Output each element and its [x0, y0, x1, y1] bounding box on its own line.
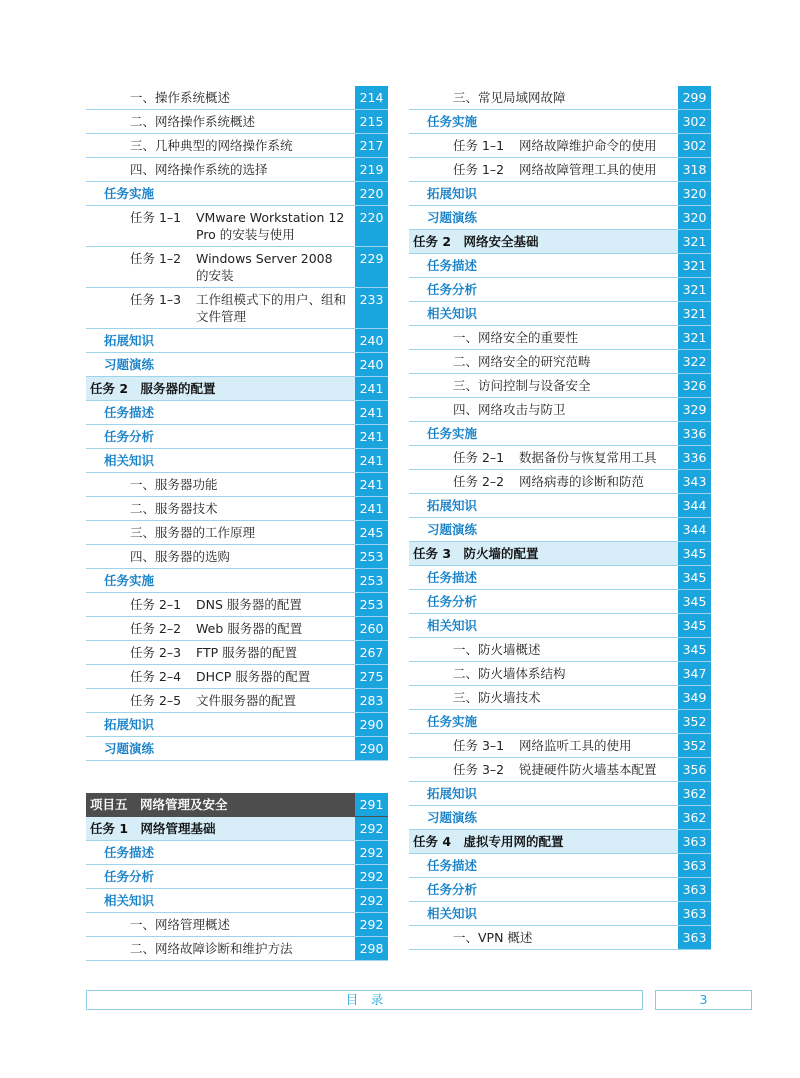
toc-section-entry[interactable]	[409, 566, 711, 590]
subtask-title: 数据备份与恢复常用工具	[519, 450, 657, 465]
page-number: 344	[678, 494, 711, 517]
page-number: 326	[678, 374, 711, 397]
page-number: 352	[678, 710, 711, 733]
toc-subtask-entry[interactable]	[86, 206, 388, 247]
page-number: 321	[678, 302, 711, 325]
page-number: 356	[678, 758, 711, 781]
toc-section-entry[interactable]	[86, 841, 388, 865]
entry-title: 相关知识	[104, 893, 155, 908]
page-number: 302	[678, 134, 711, 157]
subtask-code: 任务 1–1	[453, 138, 505, 153]
page-number: 253	[355, 545, 388, 568]
subtask-code: 任务 2–4	[130, 669, 182, 684]
entry-title: 任务分析	[104, 869, 155, 884]
toc-topic-entry[interactable]	[86, 913, 388, 937]
toc-section-entry[interactable]	[409, 902, 711, 926]
page-number: 362	[678, 806, 711, 829]
entry-text	[86, 665, 355, 688]
page-number: 219	[355, 158, 388, 181]
subtask-code: 任务 2–2	[453, 474, 505, 489]
page-number: 336	[678, 446, 711, 469]
toc-project-heading[interactable]	[86, 793, 388, 817]
toc-section-entry[interactable]	[409, 278, 711, 302]
toc-section-entry[interactable]	[409, 494, 711, 518]
entry-title: 拓展知识	[104, 717, 155, 732]
entry-title: 任务 3 防火墙的配置	[413, 546, 539, 561]
toc-topic-entry[interactable]	[409, 374, 711, 398]
page-number: 275	[355, 665, 388, 688]
entry-title: 一、网络安全的重要性	[453, 330, 579, 345]
entry-title: 任务分析	[427, 282, 478, 297]
toc-section-entry[interactable]	[409, 110, 711, 134]
page-number: 267	[355, 641, 388, 664]
page-number: 321	[678, 326, 711, 349]
toc-topic-entry[interactable]	[86, 110, 388, 134]
subtask-code: 任务 2–1	[453, 450, 505, 465]
toc-section-entry[interactable]	[409, 254, 711, 278]
subtask-title: 网络故障维护命令的使用	[519, 138, 657, 153]
entry-title: 二、防火墙体系结构	[453, 666, 566, 681]
toc-task-heading[interactable]	[409, 230, 711, 254]
entry-title: 相关知识	[427, 906, 478, 921]
entry-text	[409, 446, 678, 469]
entry-title: 任务描述	[104, 845, 155, 860]
toc-section-entry[interactable]	[409, 590, 711, 614]
toc-subtask-entry[interactable]	[409, 134, 711, 158]
entry-title: 二、服务器技术	[130, 501, 218, 516]
toc-section-entry[interactable]	[409, 782, 711, 806]
entry-title: 一、操作系统概述	[130, 90, 231, 105]
toc-subtask-entry[interactable]	[409, 446, 711, 470]
page-number: 241	[355, 473, 388, 496]
toc-topic-entry[interactable]	[409, 686, 711, 710]
subtask-code: 任务 2–5	[130, 693, 182, 708]
entry-title: 二、网络安全的研究范畴	[453, 354, 591, 369]
toc-topic-entry[interactable]	[86, 158, 388, 182]
entry-title: 一、防火墙概述	[453, 642, 541, 657]
entry-text	[86, 288, 355, 328]
page-number: 240	[355, 329, 388, 352]
entry-text	[409, 134, 678, 157]
toc-subtask-entry[interactable]	[86, 641, 388, 665]
toc-right-column	[409, 86, 711, 950]
toc-subtask-entry[interactable]	[86, 288, 388, 329]
entry-text	[86, 206, 355, 246]
page-number: 322	[678, 350, 711, 373]
page-number: 345	[678, 590, 711, 613]
page-number: 363	[678, 902, 711, 925]
page-number: 253	[355, 593, 388, 616]
page-number: 363	[678, 926, 711, 949]
entry-title: 二、网络操作系统概述	[130, 114, 256, 129]
toc-section-entry[interactable]	[86, 713, 388, 737]
toc-section-entry[interactable]	[86, 401, 388, 425]
page-number: 318	[678, 158, 711, 181]
toc-section-entry[interactable]	[86, 329, 388, 353]
page-number: 345	[678, 638, 711, 661]
entry-title: 任务描述	[104, 405, 155, 420]
entry-title: 任务 2 网络安全基础	[413, 234, 539, 249]
subtask-code: 任务 2–1	[130, 597, 182, 612]
toc-topic-entry[interactable]	[86, 473, 388, 497]
entry-title: 习题演练	[427, 810, 478, 825]
page-number: 292	[355, 865, 388, 888]
entry-text	[86, 593, 355, 616]
entry-title: 拓展知识	[427, 786, 478, 801]
page-number: 298	[355, 937, 388, 960]
entry-title: 一、VPN 概述	[453, 930, 533, 945]
page-number: 291	[355, 793, 388, 816]
page-number: 321	[678, 230, 711, 253]
page-number: 241	[355, 377, 388, 400]
toc-subtask-entry[interactable]	[409, 470, 711, 494]
toc-topic-entry[interactable]	[409, 662, 711, 686]
toc-section-entry[interactable]	[86, 737, 388, 761]
entry-title: 任务实施	[104, 186, 155, 201]
page-number: 292	[355, 841, 388, 864]
toc-subtask-entry[interactable]	[86, 665, 388, 689]
toc-topic-entry[interactable]	[409, 926, 711, 950]
page-number: 290	[355, 713, 388, 736]
entry-title: 三、服务器的工作原理	[130, 525, 256, 540]
page-number: 290	[355, 737, 388, 760]
entry-title: 任务实施	[427, 114, 478, 129]
page-number: 229	[355, 247, 388, 287]
entry-title: 任务分析	[427, 594, 478, 609]
entry-text	[86, 247, 355, 287]
entry-title: 一、服务器功能	[130, 477, 218, 492]
toc-section-entry[interactable]	[409, 302, 711, 326]
toc-topic-entry[interactable]	[409, 638, 711, 662]
toc-topic-entry[interactable]	[409, 350, 711, 374]
page-number: 292	[355, 913, 388, 936]
subtask-code: 任务 3–1	[453, 738, 505, 753]
entry-title: 习题演练	[104, 741, 155, 756]
subtask-title: Windows Server 2008 的安装	[196, 251, 333, 283]
entry-title: 任务分析	[427, 882, 478, 897]
subtask-title: 网络病毒的诊断和防范	[519, 474, 645, 489]
entry-text	[86, 641, 355, 664]
toc-section-entry[interactable]	[409, 614, 711, 638]
page-number: 283	[355, 689, 388, 712]
page-number: 299	[678, 86, 711, 109]
page-number: 260	[355, 617, 388, 640]
toc-task-heading[interactable]	[409, 542, 711, 566]
subtask-code: 任务 1–1	[130, 210, 182, 225]
entry-title: 任务 2 服务器的配置	[90, 381, 216, 396]
toc-section-entry[interactable]	[86, 865, 388, 889]
entry-title: 任务描述	[427, 258, 478, 273]
toc-section-entry[interactable]	[409, 710, 711, 734]
entry-title: 三、几种典型的网络操作系统	[130, 138, 293, 153]
subtask-code: 任务 1–2	[453, 162, 505, 177]
toc-task-heading[interactable]	[409, 830, 711, 854]
toc-topic-entry[interactable]	[86, 937, 388, 961]
toc-section-entry[interactable]	[409, 422, 711, 446]
subtask-title: 锐捷硬件防火墙基本配置	[519, 762, 657, 777]
subtask-title: 工作组模式下的用户、组和文件管理	[196, 292, 347, 324]
page-number: 362	[678, 782, 711, 805]
toc-topic-entry[interactable]	[86, 134, 388, 158]
page-number: 233	[355, 288, 388, 328]
subtask-code: 任务 2–3	[130, 645, 182, 660]
entry-text	[86, 689, 355, 712]
page-number: 245	[355, 521, 388, 544]
page-number: 345	[678, 614, 711, 637]
page-number: 214	[355, 86, 388, 109]
page-number: 240	[355, 353, 388, 376]
page-number: 241	[355, 497, 388, 520]
entry-title: 三、防火墙技术	[453, 690, 541, 705]
subtask-title: FTP 服务器的配置	[196, 645, 298, 660]
entry-title: 任务实施	[104, 573, 155, 588]
page-number: 363	[678, 854, 711, 877]
toc-topic-entry[interactable]	[409, 398, 711, 422]
subtask-title: DNS 服务器的配置	[196, 597, 302, 612]
entry-title: 任务分析	[104, 429, 155, 444]
page-number: 215	[355, 110, 388, 133]
toc-section-entry[interactable]	[409, 518, 711, 542]
entry-title: 拓展知识	[427, 498, 478, 513]
toc-topic-entry[interactable]	[409, 326, 711, 350]
page-number: 347	[678, 662, 711, 685]
page-number: 292	[355, 889, 388, 912]
page-number: 352	[678, 734, 711, 757]
entry-title: 任务 1 网络管理基础	[90, 821, 216, 836]
entry-title: 四、网络操作系统的选择	[130, 162, 268, 177]
page-number: 241	[355, 401, 388, 424]
subtask-code: 任务 1–2	[130, 251, 182, 266]
subtask-title: DHCP 服务器的配置	[196, 669, 311, 684]
toc-subtask-entry[interactable]	[86, 593, 388, 617]
subtask-title: VMware Workstation 12 Pro 的安装与使用	[196, 210, 345, 242]
page-number: 241	[355, 449, 388, 472]
page-number: 292	[355, 817, 388, 840]
entry-title: 四、网络攻击与防卫	[453, 402, 566, 417]
toc-topic-entry[interactable]	[86, 545, 388, 569]
subtask-code: 任务 3–2	[453, 762, 505, 777]
toc-section-entry[interactable]	[409, 206, 711, 230]
entry-title: 三、访问控制与设备安全	[453, 378, 591, 393]
page-number: 329	[678, 398, 711, 421]
toc-section-entry[interactable]	[86, 569, 388, 593]
toc-topic-entry[interactable]	[86, 86, 388, 110]
toc-subtask-entry[interactable]	[409, 734, 711, 758]
toc-subtask-entry[interactable]	[409, 758, 711, 782]
entry-title: 三、常见局域网故障	[453, 90, 566, 105]
toc-task-heading[interactable]	[86, 817, 388, 841]
entry-title: 一、网络管理概述	[130, 917, 231, 932]
entry-title: 任务实施	[427, 714, 478, 729]
subtask-code: 任务 1–3	[130, 292, 182, 307]
entry-title: 任务描述	[427, 858, 478, 873]
entry-title: 相关知识	[427, 306, 478, 321]
page-number: 320	[678, 182, 711, 205]
page-number: 345	[678, 566, 711, 589]
entry-title: 相关知识	[427, 618, 478, 633]
page-number: 363	[678, 830, 711, 853]
subtask-code: 任务 2–2	[130, 621, 182, 636]
page-number: 220	[355, 206, 388, 246]
page-number: 343	[678, 470, 711, 493]
toc-section-entry[interactable]	[86, 889, 388, 913]
subtask-title: 文件服务器的配置	[196, 693, 297, 708]
toc-task-heading[interactable]	[86, 377, 388, 401]
entry-title: 习题演练	[427, 522, 478, 537]
footer-page-number: 3	[655, 990, 752, 1010]
subtask-title: Web 服务器的配置	[196, 621, 303, 636]
toc-topic-entry[interactable]	[86, 497, 388, 521]
toc-subtask-entry[interactable]	[86, 689, 388, 713]
toc-section-entry[interactable]	[409, 854, 711, 878]
toc-section-entry[interactable]	[86, 182, 388, 206]
entry-title: 拓展知识	[104, 333, 155, 348]
toc-left-column	[86, 86, 388, 961]
subtask-title: 网络监听工具的使用	[519, 738, 632, 753]
entry-title: 习题演练	[104, 357, 155, 372]
entry-title: 二、网络故障诊断和维护方法	[130, 941, 293, 956]
toc-subtask-entry[interactable]	[86, 617, 388, 641]
entry-title: 习题演练	[427, 210, 478, 225]
page-number: 363	[678, 878, 711, 901]
entry-title: 任务 4 虚拟专用网的配置	[413, 834, 564, 849]
page-number: 253	[355, 569, 388, 592]
page-number: 349	[678, 686, 711, 709]
toc-subtask-entry[interactable]	[86, 247, 388, 288]
page-number: 336	[678, 422, 711, 445]
page-number: 320	[678, 206, 711, 229]
entry-title: 拓展知识	[427, 186, 478, 201]
page-number: 302	[678, 110, 711, 133]
entry-text	[86, 617, 355, 640]
page-number: 345	[678, 542, 711, 565]
page-number: 321	[678, 254, 711, 277]
page-number: 344	[678, 518, 711, 541]
toc-topic-entry[interactable]	[86, 521, 388, 545]
entry-title: 四、服务器的选购	[130, 549, 231, 564]
page-number: 220	[355, 182, 388, 205]
entry-title: 项目五 网络管理及安全	[90, 797, 228, 812]
toc-section-entry[interactable]	[86, 353, 388, 377]
toc-subtask-entry[interactable]	[409, 158, 711, 182]
subtask-title: 网络故障管理工具的使用	[519, 162, 657, 177]
entry-title: 任务实施	[427, 426, 478, 441]
toc-section-entry[interactable]	[409, 806, 711, 830]
toc-section-entry[interactable]	[409, 182, 711, 206]
footer-label: 目 录	[86, 990, 643, 1010]
toc-section-entry[interactable]	[86, 449, 388, 473]
page-number: 241	[355, 425, 388, 448]
entry-text	[409, 734, 678, 757]
toc-section-entry[interactable]	[86, 425, 388, 449]
entry-text	[409, 158, 678, 181]
entry-text	[409, 758, 678, 781]
section-gap	[86, 761, 388, 793]
entry-title: 任务描述	[427, 570, 478, 585]
toc-topic-entry[interactable]	[409, 86, 711, 110]
entry-text	[409, 470, 678, 493]
page-number: 321	[678, 278, 711, 301]
page-number: 217	[355, 134, 388, 157]
toc-section-entry[interactable]	[409, 878, 711, 902]
entry-title: 相关知识	[104, 453, 155, 468]
